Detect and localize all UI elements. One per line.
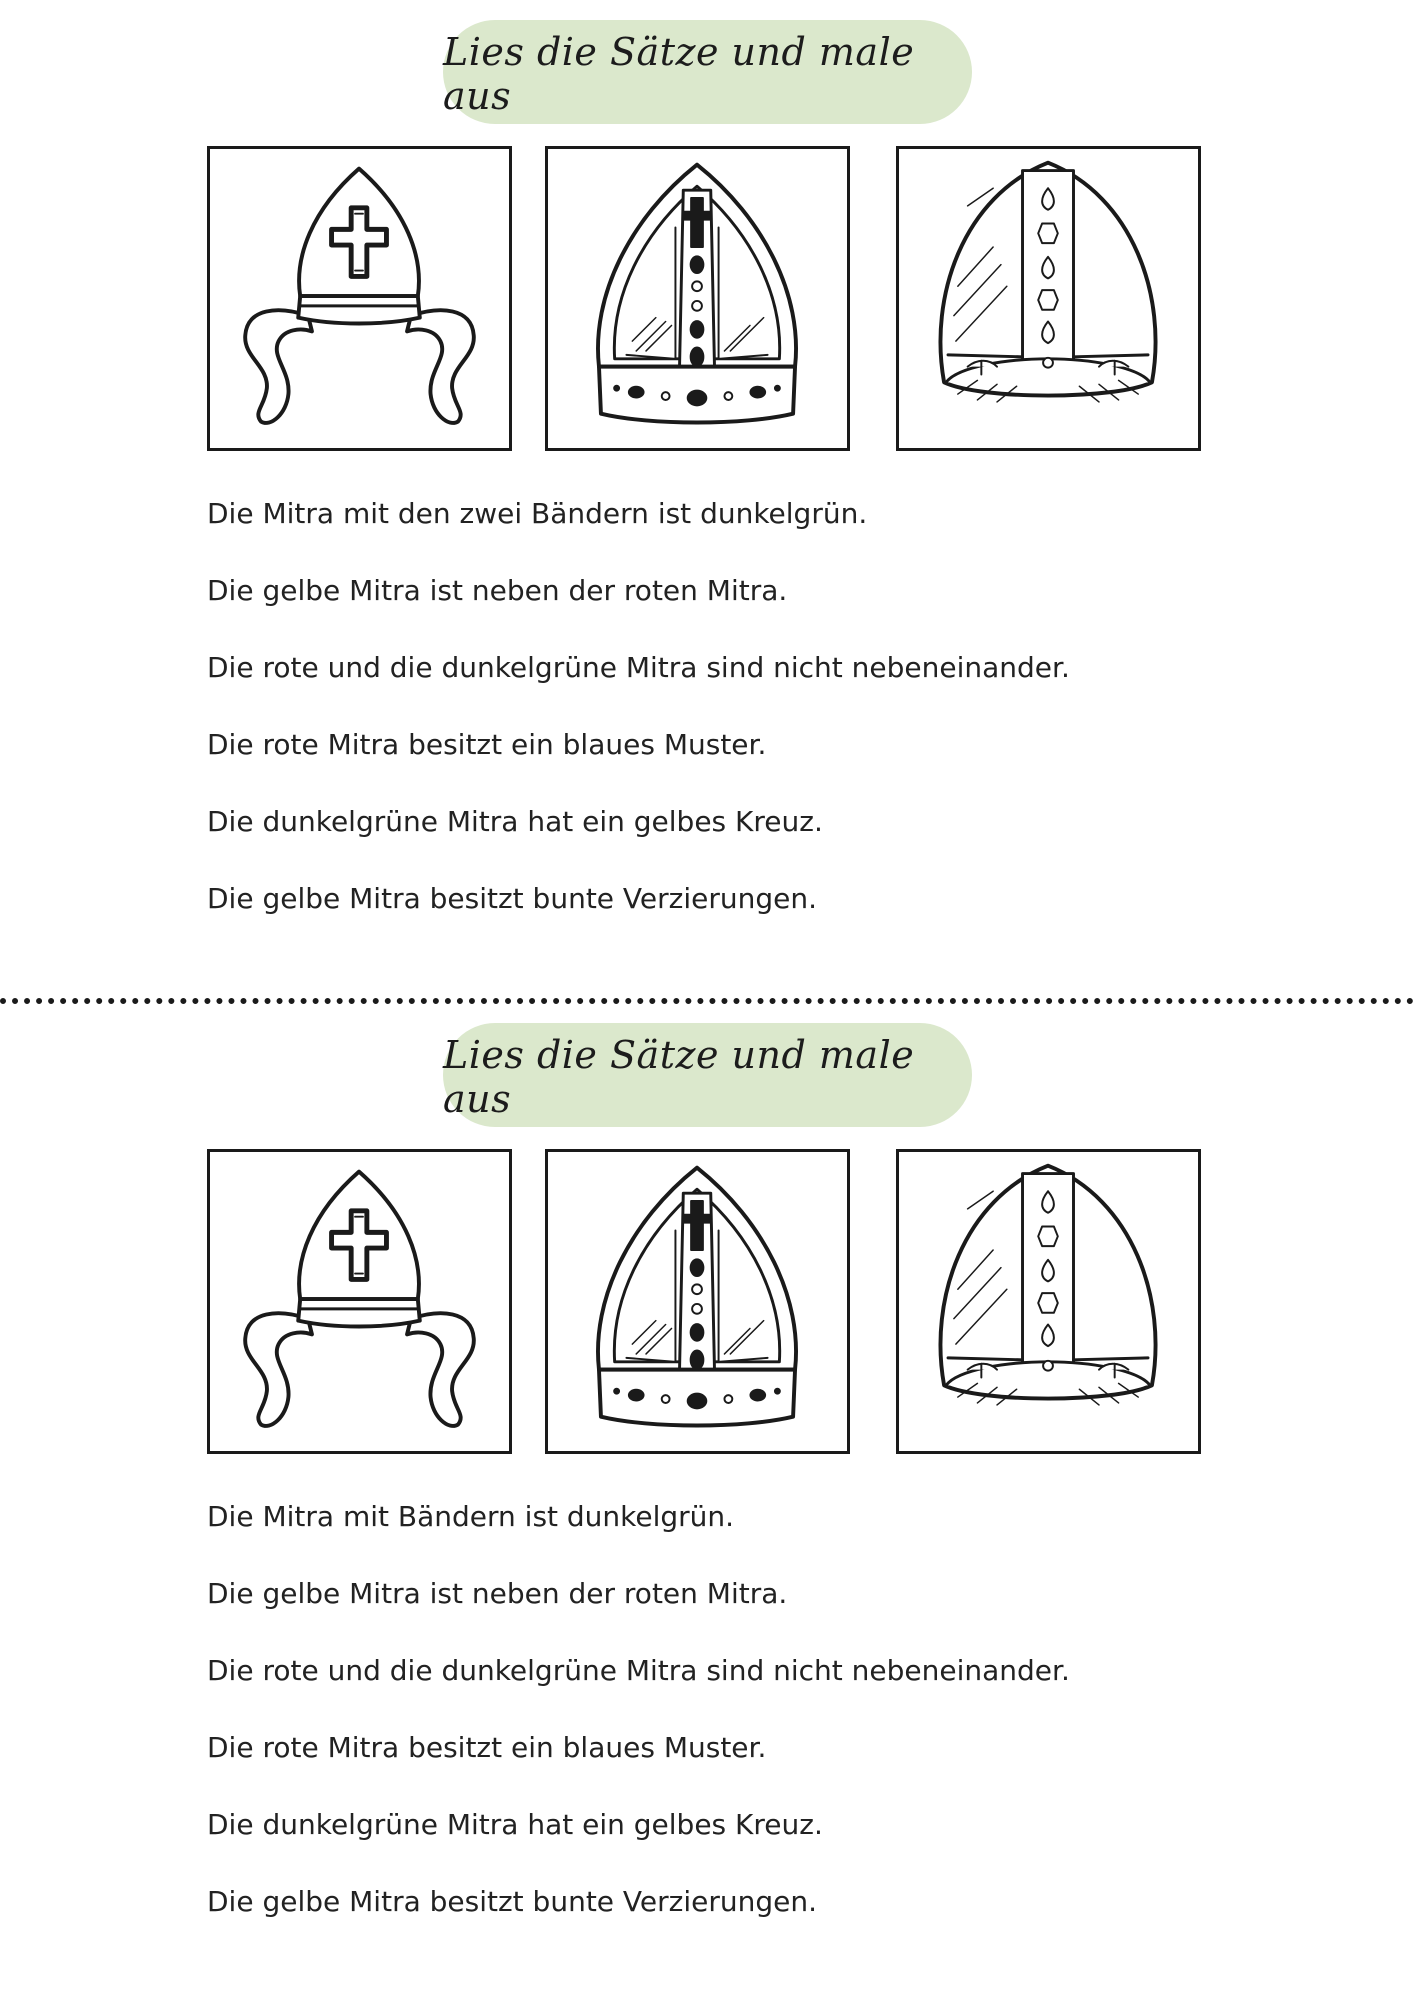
- image-frame-3: [896, 1149, 1201, 1454]
- sentence-2: Die gelbe Mitra ist neben der roten Mitra.: [207, 574, 788, 607]
- sentence-6: Die gelbe Mitra besitzt bunte Verzierungen.: [207, 1885, 817, 1918]
- title-banner: [443, 20, 972, 124]
- sentence-list: [207, 490, 1070, 952]
- ornate-mitre-icon: [548, 1152, 847, 1451]
- sentence-1: Die Mitra mit Bändern ist dunkelgrün.: [207, 1500, 735, 1533]
- image-frame-2: [545, 146, 850, 451]
- sentence-5: Die dunkelgrüne Mitra hat ein gelbes Kreuz.: [207, 1808, 823, 1841]
- mitre-with-ribbons-icon: [210, 1152, 509, 1451]
- sentence-5: Die dunkelgrüne Mitra hat ein gelbes Kreuz.: [207, 805, 823, 838]
- cut-line-divider: [0, 998, 1414, 1004]
- image-frame-1: [207, 146, 512, 451]
- image-frame-3: [896, 146, 1201, 451]
- sentence-3: Die rote und die dunkelgrüne Mitra sind nicht nebeneinander.: [207, 651, 1070, 684]
- sentence-list: [207, 1493, 1070, 1955]
- sentence-2: Die gelbe Mitra ist neben der roten Mitra.: [207, 1577, 788, 1610]
- worksheet-title: Lies die Sätze und male aus: [443, 30, 915, 118]
- image-frame-1: [207, 1149, 512, 1454]
- title-banner: [443, 1023, 972, 1127]
- decorated-mitre-icon: [899, 1152, 1198, 1451]
- sentence-1: Die Mitra mit den zwei Bändern ist dunkelgrün.: [207, 497, 868, 530]
- sentence-4: Die rote Mitra besitzt ein blaues Muster.: [207, 728, 767, 761]
- sentence-6: Die gelbe Mitra besitzt bunte Verzierungen.: [207, 882, 817, 915]
- image-frame-2: [545, 1149, 850, 1454]
- decorated-mitre-icon: [899, 149, 1198, 448]
- worksheet-title: Lies die Sätze und male aus: [443, 1033, 915, 1121]
- sentence-4: Die rote Mitra besitzt ein blaues Muster.: [207, 1731, 767, 1764]
- ornate-mitre-icon: [548, 149, 847, 448]
- sentence-3: Die rote und die dunkelgrüne Mitra sind nicht nebeneinander.: [207, 1654, 1070, 1687]
- mitre-with-ribbons-icon: [210, 149, 509, 448]
